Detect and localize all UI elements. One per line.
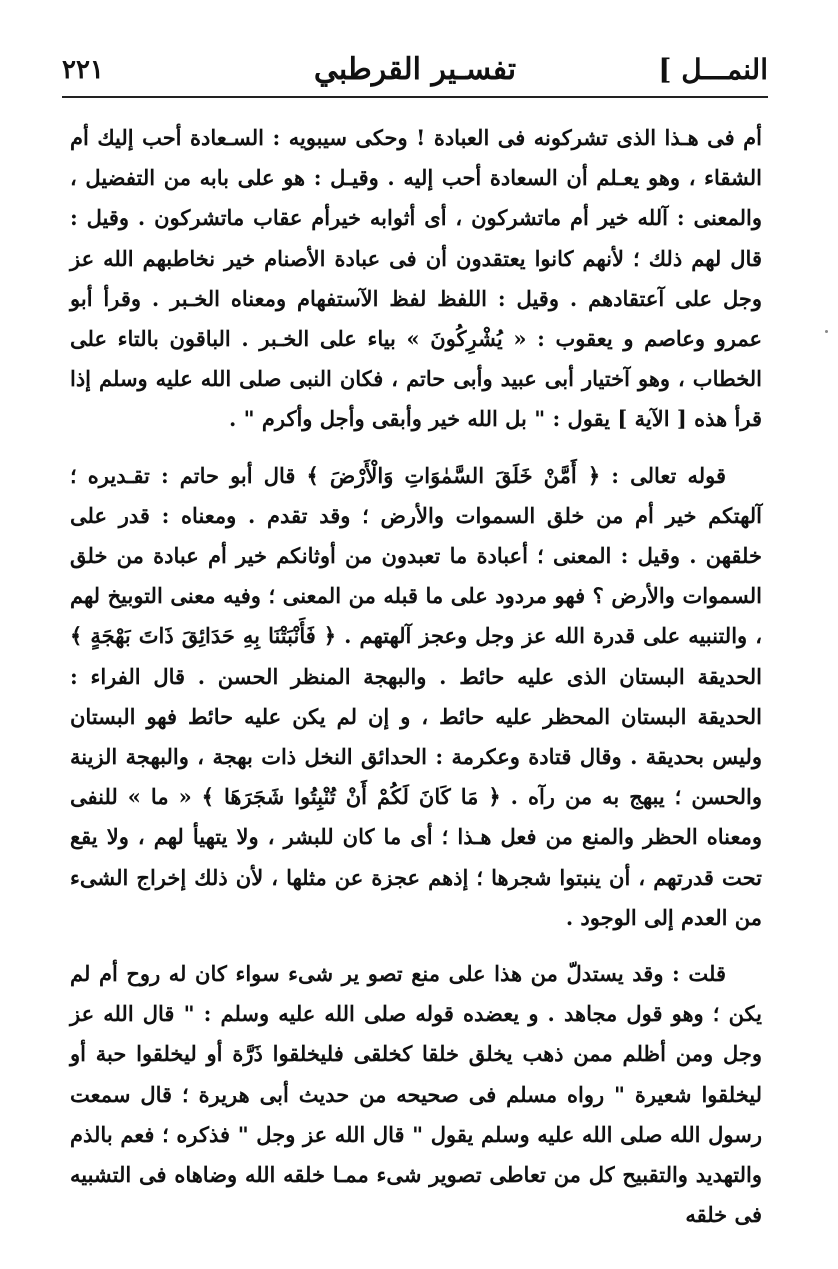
paragraph-3: قلت : وقد يستدلّ من هذا على منع تصو ير شىء سواء كان له روح أم لم يكن ؛ وهو قول مجاهد . و يعضده قوله صلى الله عليه وسلم : " قال الله عز وجل ومن أظلم ممن ذهب يخلق خلقا كخلقى فليخلقوا ذَرَّة أو ليخلقوا حبة أو ليخلقوا شعيرة " رواه مسلم فى صحيحه من حديث أبى هريرة ؛ قال سمعت رسول الله صلى الله عليه وسلم يقول " قال الله عز وجل " فذكره ؛ فعم بالذم والتهديد والتقبيح كل من تعاطى تصوير شىء ممـا خلقه الله وضاهاه فى التشبيه فى خلقه — [70, 961, 762, 1228]
book-title: تفسـير القرطبي — [313, 52, 517, 87]
header-rule — [62, 96, 768, 98]
page-body — [70, 118, 762, 1235]
paragraph-2: قوله تعالى : ﴿ أَمَّنْ خَلَقَ السَّمٰوَاتِ وَالْأَرْضَ ﴾ قال أبو حاتم : تقـديره ؛ آلهتكم خير أم من خلق السموات والأرض ؛ وقد تقدم . ومعناه : قدر على خلقهن . وقيل : المعنى ؛ أعبادة ما تعبدون من أوثانكم خير أم عبادة من خلق السموات والأرض ؟ فهو مردود على ما قبله من المعنى ؛ وفيه معنى التوبيخ لهم ، والتنبيه على قدرة الله عز وجل وعجز آلهتهم . ﴿ فَأَنْبَتْنَا بِهِ حَدَائِقَ ذَاتَ بَهْجَةٍ ﴾ الحديقة البستان الذى عليه حائط . والبهجة المنظر الحسن . قال الفراء : الحديقة البستان المحظر عليه حائط ، و إن لم يكن عليه حائط فهو البستان وليس بحديقة . وقال قتادة وعكرمة : الحدائق النخل ذات بهجة ، والبهجة الزينة والحسن ؛ يبهج به من رآه . ﴿ مَا كَانَ لَكُمْ أَنْ تُنْبِتُوا شَجَرَهَا ﴾ « ما » للنفى ومعناه الحظر والمنع من فعل هـذا ؛ أى ما كان للبشر ، ولا يتهيأ لهم ، ولا يقع تحت قدرتهم ، أن ينبتوا شجرها ؛ إذهم عجزة عن مثلها ، لأن ذلك إخراج الشىء من العدم إلى الوجود . — [70, 462, 762, 930]
scan-speck — [825, 330, 828, 333]
page-number: ٢٢١ — [62, 55, 104, 85]
paragraph-1: أم فى هـذا الذى تشركونه فى العبادة ! وحكى سيبويه : السـعادة أحب إليك أم الشقاء ، وهو يعـلم أن السعادة أحب إليه . وقيـل : هو على بابه من التفضيل ، والمعنى : آلله خير أم ماتشركون ، أى أثوابه خيرأم عقاب ماتشركون . وقيل : قال لهم ذلك ؛ لأنهم كانوا يعتقدون أن فى عبادة الأصنام خير نخاطبهم الله عز وجل على آعتقادهم . وقيل : اللفظ لفظ الآستفهام ومعناه الخـبر . وقرأ أبو عمرو وعاصم و يعقوب : « يُشْرِكُونَ » بياء على الخـبر . الباقون بالتاء على الخطاب ، وهو آختيار أبى عبيد وأبى حاتم ، فكان النبى صلى الله عليه وسلم إذا قرأ هذه [ الآية ] يقول : " بل الله خير وأبقى وأجل وأكرم " . — [70, 125, 762, 432]
chapter-name: النمـــل ] — [658, 53, 768, 86]
page-header — [62, 44, 768, 96]
